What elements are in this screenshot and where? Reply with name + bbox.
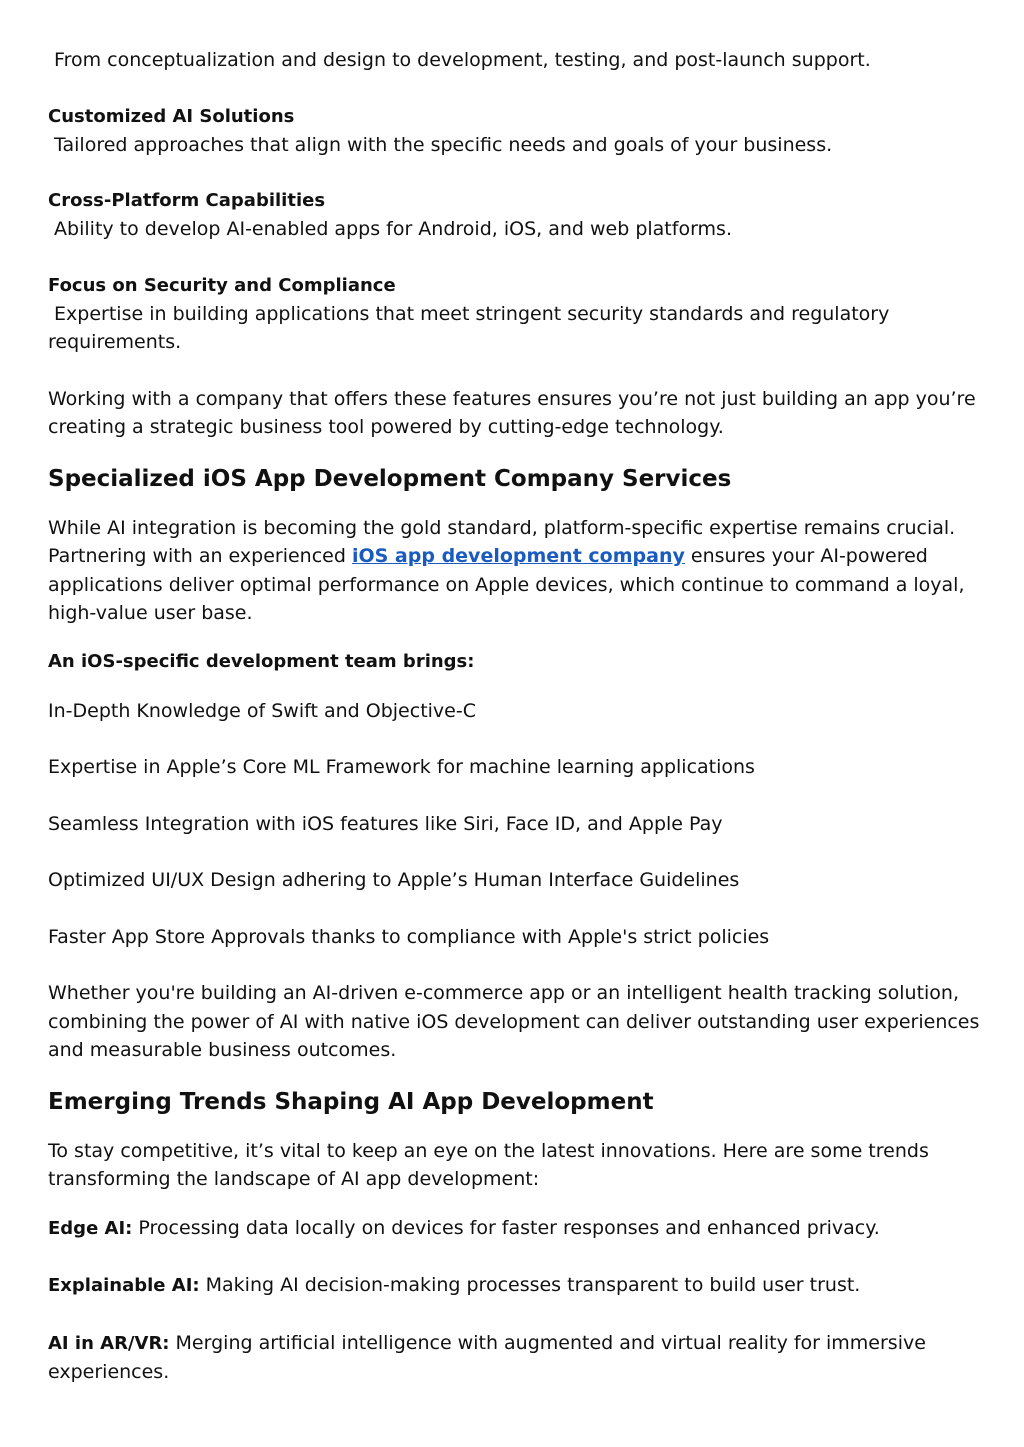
ios-closing-paragraph: Whether you're building an AI-driven e-commerce app or an intelligent health tracking solution, combining the power of AI with native iOS development can deliver outstanding user experiences and measurable business outcomes.: [48, 982, 980, 1061]
list-item: Faster App Store Approvals thanks to compliance with Apple's strict policies: [48, 925, 770, 948]
feature-title: Focus on Security and Compliance: [48, 274, 396, 296]
list-item: Optimized UI/UX Design adhering to Apple’s Human Interface Guidelines: [48, 869, 740, 891]
trends-intro-paragraph: To stay competitive, it’s vital to keep an eye on the latest innovations. Here are some trends transforming the landscape of AI app development:: [48, 1139, 929, 1190]
feature-item: [48, 103, 983, 160]
ios-company-link[interactable]: iOS app development company: [351, 545, 685, 567]
trend-item: [48, 1271, 983, 1301]
feature-item: [48, 187, 983, 244]
ios-intro-paragraph: [48, 514, 983, 628]
trend-description: Making AI decision-making processes transparent to build user trust.: [199, 1274, 861, 1296]
trend-term: Edge AI:: [48, 1217, 133, 1239]
trend-description: Processing data locally on devices for faster responses and enhanced privacy.: [132, 1216, 880, 1239]
feature-title: Cross-Platform Capabilities: [48, 190, 326, 211]
ios-intro-text: While AI integration is becoming the gold standard, platform-specific expertise remains crucial. Partnering with an experienced: [48, 516, 956, 567]
ios-team-subheading: An iOS-specific development team brings:: [48, 650, 475, 672]
trend-item: [48, 1214, 983, 1244]
feature-description: Tailored approaches that align with the specific needs and goals of your business.: [54, 133, 833, 156]
list-item: In-Depth Knowledge of Swift and Objective-C: [48, 699, 476, 722]
trends-section-heading: Emerging Trends Shaping AI App Development: [48, 1088, 654, 1115]
feature-item: [48, 272, 983, 357]
intro-line: From conceptualization and design to development, testing, and post-launch support.: [54, 49, 871, 71]
trend-term: Explainable AI:: [48, 1275, 200, 1296]
working-paragraph: Working with a company that offers these features ensures you’re not just building an app you’re creating a strategic business tool powered by cutting-edge technology.: [48, 387, 976, 438]
trend-item: [48, 1329, 983, 1387]
document-page: [48, 46, 983, 1387]
feature-description: Expertise in building applications that meet stringent security standards and regulatory requirements.: [48, 302, 890, 353]
list-item: Seamless Integration with iOS features like Siri, Face ID, and Apple Pay: [48, 812, 723, 835]
ios-intro-text-continued: ensures your AI-powered applications deliver optimal performance on Apple devices, which continue to command a loyal, high-value user base.: [48, 545, 965, 624]
ios-section-heading: Specialized iOS App Development Company Services: [48, 465, 732, 492]
feature-title: Customized AI Solutions: [48, 105, 295, 127]
trend-term: AI in AR/VR:: [48, 1332, 170, 1354]
list-item: Expertise in Apple’s Core ML Framework for machine learning applications: [48, 756, 755, 778]
feature-description: Ability to develop AI-enabled apps for Android, iOS, and web platforms.: [54, 218, 732, 240]
trend-description: Merging artificial intelligence with augmented and virtual reality for immersive experiences.: [48, 1331, 926, 1383]
